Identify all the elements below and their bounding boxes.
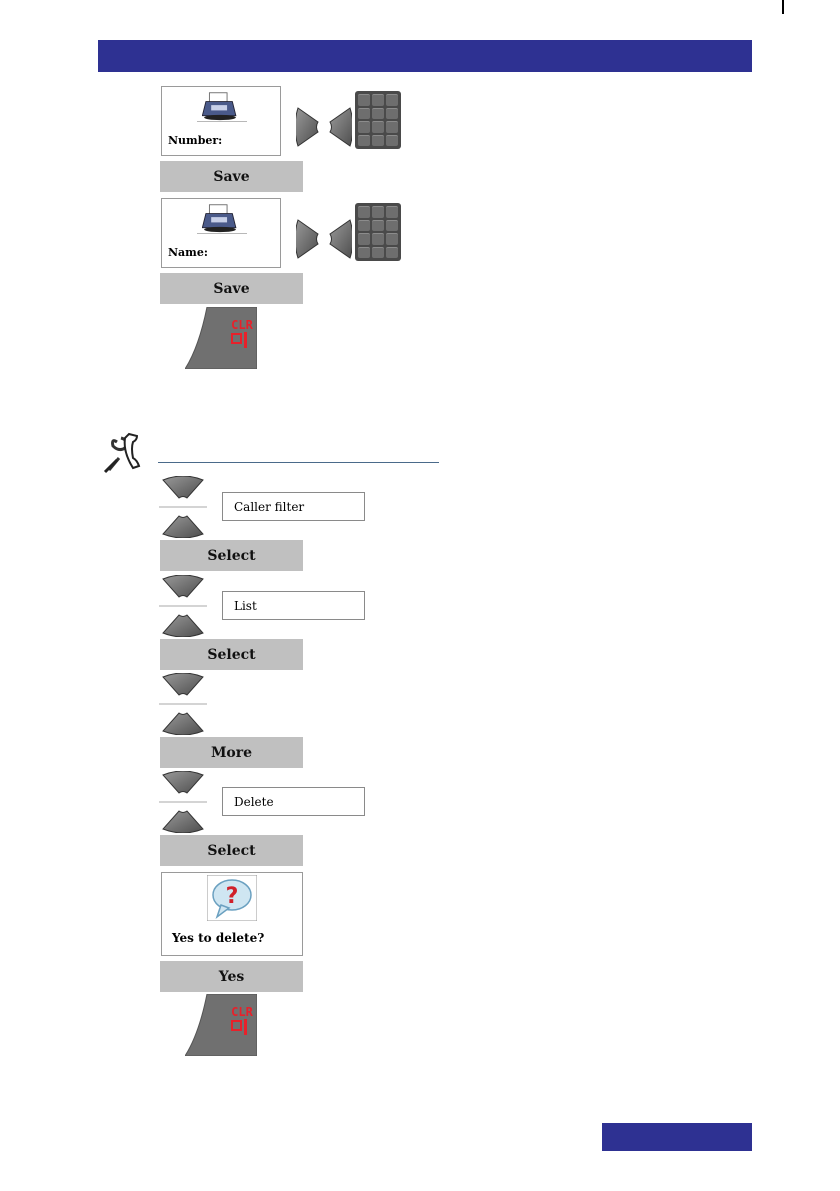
header-bar [98, 40, 752, 72]
footer-bar [602, 1123, 752, 1151]
fax-icon [202, 203, 238, 233]
more-softkey[interactable]: More [160, 737, 303, 768]
number-entry-screen [161, 86, 281, 156]
clear-key-icon[interactable] [185, 994, 257, 1056]
section-divider [158, 462, 439, 463]
menu-item-delete[interactable]: Delete [222, 787, 365, 816]
keypad-icon[interactable] [355, 203, 401, 261]
clear-key-icon[interactable] [185, 307, 257, 369]
yes-softkey[interactable]: Yes [160, 961, 303, 992]
select-softkey[interactable]: Select [160, 835, 303, 866]
crop-mark [782, 0, 784, 14]
fax-icon [202, 91, 238, 121]
left-right-navigation-key-icon[interactable] [296, 102, 352, 152]
name-field-label: Name: [168, 246, 208, 259]
up-down-navigation-key-icon[interactable] [159, 771, 207, 833]
menu-item-caller-filter[interactable]: Caller filter [222, 492, 365, 521]
up-down-navigation-key-icon[interactable] [159, 476, 207, 538]
keypad-icon[interactable] [355, 91, 401, 149]
up-down-navigation-key-icon[interactable] [159, 575, 207, 637]
menu-item-list[interactable]: List [222, 591, 365, 620]
confirm-message: Yes to delete? [172, 931, 265, 945]
save-softkey[interactable]: Save [160, 273, 303, 304]
svg-text:?: ? [225, 884, 239, 909]
delete-confirmation-screen [161, 872, 303, 956]
number-field-label: Number: [168, 134, 223, 147]
wrench-phone-settings-icon [103, 432, 145, 474]
name-entry-screen [161, 198, 281, 268]
save-softkey[interactable]: Save [160, 161, 303, 192]
up-down-navigation-key-icon[interactable] [159, 673, 207, 735]
question-bubble-icon [207, 875, 257, 921]
left-right-navigation-key-icon[interactable] [296, 214, 352, 264]
select-softkey[interactable]: Select [160, 639, 303, 670]
select-softkey[interactable]: Select [160, 540, 303, 571]
